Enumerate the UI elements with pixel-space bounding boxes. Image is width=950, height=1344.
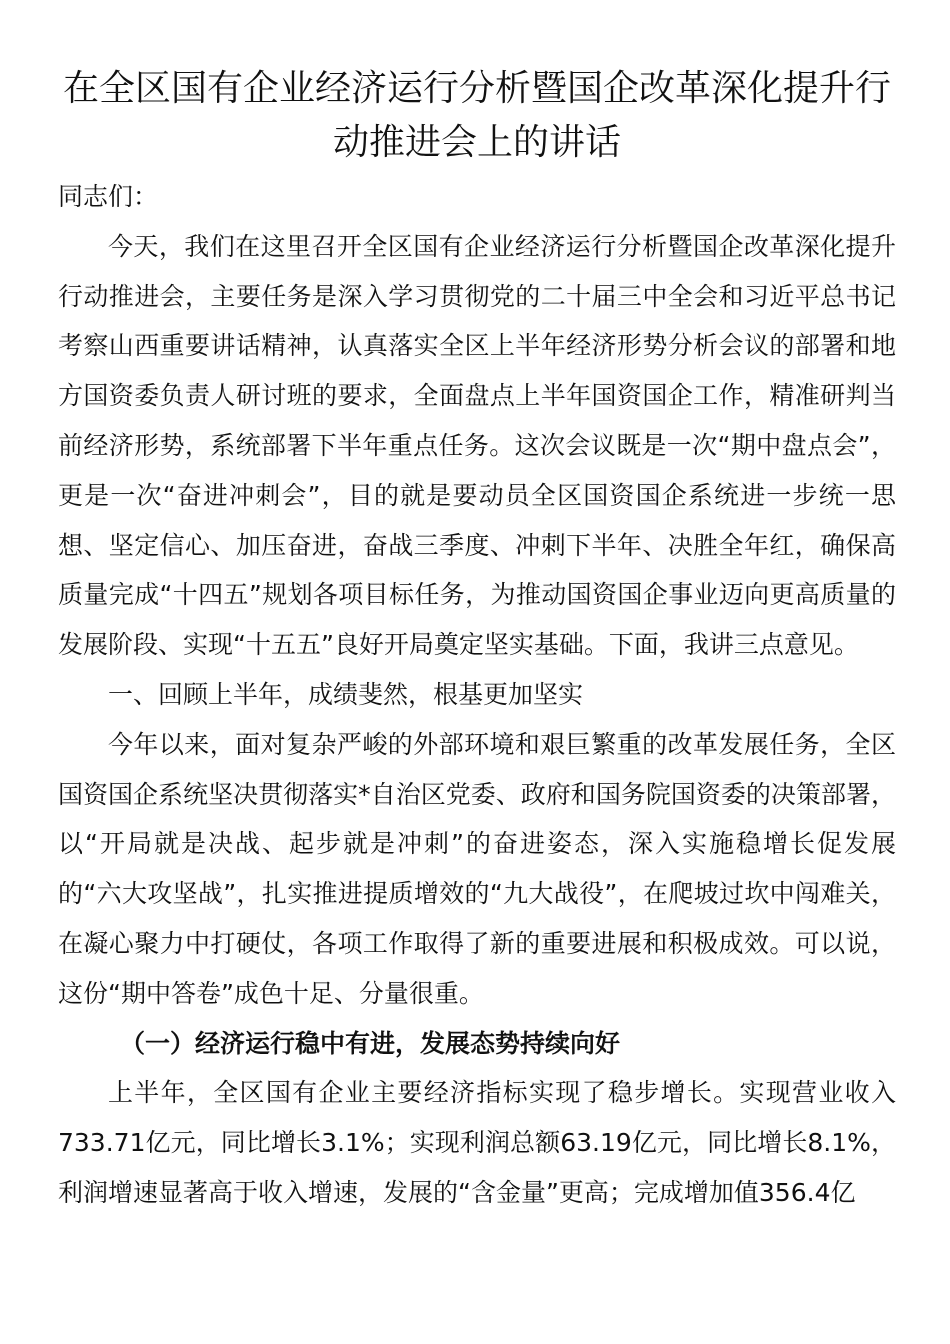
paragraph-review: 今年以来，面对复杂严峻的外部环境和艰巨繁重的改革发展任务，全区国资国企系统坚决贯彻落实*自治区党委、政府和国务院国资委的决策部署，以“开局就是决战、起步就是冲刺”的奋进姿态，深入实施稳增长促发展的“六大攻坚战”，扎实推进提质增效的“九大战役”，在爬坡过坎中闯难关，在凝心聚力中打硬仗，各项工作取得了新的重要进展和积极成效。可以说，这份“期中答卷”成色十足、分量很重。 xyxy=(58,729,896,1008)
subsection-heading-1: （一）经济运行稳中有进，发展态势持续向好 xyxy=(120,1028,621,1058)
document-title: 在全区国有企业经济运行分析暨国企改革深化提升行动推进会上的讲话 xyxy=(62,68,891,163)
paragraph-economic-indicators: 上半年，全区国有企业主要经济指标实现了稳步增长。实现营业收入733.71亿元，同比增长3.1%；实现利润总额63.19亿元，同比增长8.1%，利润增速显著高于收入增速，发展的“含金量”更高；完成增加值356.4亿 xyxy=(58,1078,896,1207)
paragraph-opening: 今天，我们在这里召开全区国有企业经济运行分析暨国企改革深化提升行动推进会，主要任务是深入学习贯彻党的二十届三中全会和习近平总书记考察山西重要讲话精神，认真落实全区上半年经济形势分析会议的部署和地方国资委负责人研讨班的要求，全面盘点上半年国资国企工作，精准研判当前经济形势，系统部署下半年重点任务。这次会议既是一次“期中盘点会”，更是一次“奋进冲刺会”，目的就是要动员全区国资国企系统进一步统一思想、坚定信心、加压奋进，奋战三季度、冲刺下半年、决胜全年红，确保高质量完成“十四五”规划各项目标任务，为推动国资国企事业迈向更高质量的发展阶段、实现“十五五”良好开局奠定坚实基础。下面，我讲三点意见。 xyxy=(58,231,896,660)
document-page xyxy=(58,62,896,1218)
salutation: 同志们： xyxy=(58,182,159,211)
section-heading-1: 一、回顾上半年，成绩斐然，根基更加坚实 xyxy=(108,679,584,709)
